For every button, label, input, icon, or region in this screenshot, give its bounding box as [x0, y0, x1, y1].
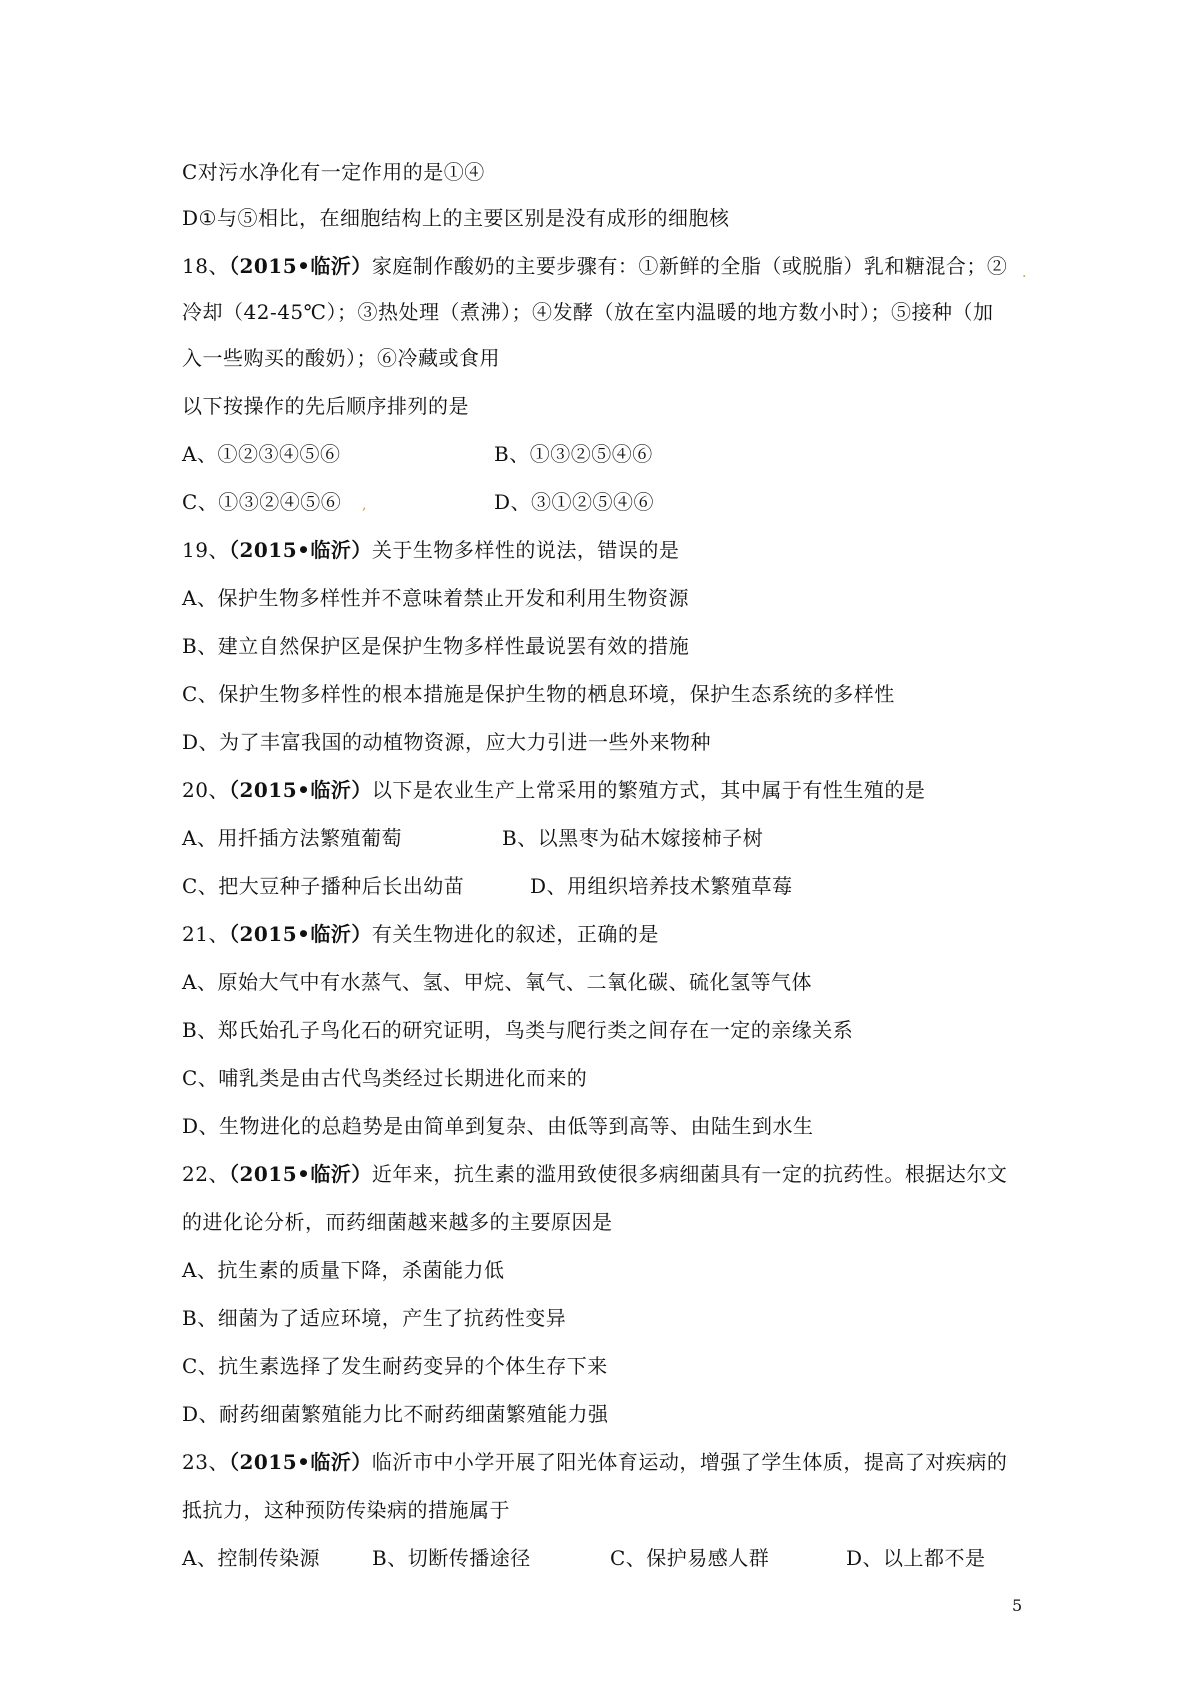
question-source: （2015•临沂）: [228, 538, 372, 562]
question-stem: 以下是农业生产上常采用的繁殖方式，其中属于有性生殖的是: [371, 778, 926, 802]
question-source: （2015•临沂）: [228, 1162, 372, 1186]
q22-option-d: D、耐药细菌繁殖能力比不耐药细菌繁殖能力强: [182, 1402, 609, 1426]
q22-stem-line-2: 的进化论分析，而药细菌越来越多的主要原因是: [182, 1210, 613, 1234]
q17-option-c: C对污水净化有一定作用的是①④: [182, 160, 485, 184]
q20-option-c: C、把大豆种子播种后长出幼苗: [182, 874, 465, 898]
stray-mark: ,: [362, 497, 367, 513]
q23-stem-line-2: 抵抗力，这种预防传染病的措施属于: [182, 1498, 510, 1522]
q18-stem-line-3: 入一些购买的酸奶）；⑥冷藏或食用: [182, 346, 500, 370]
question-source: （2015•临沂）: [228, 778, 372, 802]
q20-option-a: A、用扦插方法繁殖葡萄: [182, 826, 402, 850]
q23-option-d: D、以上都不是: [846, 1546, 986, 1570]
question-number: 18、: [182, 254, 229, 278]
question-number: 21、: [182, 922, 229, 946]
q21-option-d: D、生物进化的总趋势是由简单到复杂、由低等到高等、由陆生到水生: [182, 1114, 814, 1138]
q18-option-b: B、①③②⑤④⑥: [494, 442, 653, 466]
q17-option-d: D①与⑤相比，在细胞结构上的主要区别是没有成形的细胞核: [182, 206, 730, 230]
q19-option-c: C、保护生物多样性的根本措施是保护生物的栖息环境，保护生态系统的多样性: [182, 682, 895, 706]
q23-stem-line-1: [182, 1448, 1007, 1476]
q20-stem: [182, 776, 925, 804]
q18-stem-line-2: 冷却（42-45℃）；③热处理（煮沸）；④发酵（放在室内温暖的地方数小时）；⑤接种（加: [182, 300, 994, 324]
question-source: （2015•临沂）: [228, 254, 372, 278]
q22-option-a: A、抗生素的质量下降，杀菌能力低: [182, 1258, 505, 1282]
q21-stem: [182, 920, 659, 948]
q18-stem-line-1: [182, 252, 1007, 280]
question-stem: 关于生物多样性的说法，错误的是: [371, 538, 680, 562]
q22-stem-line-1: [182, 1160, 1007, 1188]
question-source: （2015•临沂）: [228, 1450, 372, 1474]
question-stem: 家庭制作酸奶的主要步骤有：①新鲜的全脂（或脱脂）乳和糖混合；②: [371, 254, 1008, 278]
q23-option-b: B、切断传播途径: [372, 1546, 531, 1570]
question-stem: 临沂市中小学开展了阳光体育运动，增强了学生体质，提高了对疾病的: [371, 1450, 1008, 1474]
q18-stem-line-4: 以下按操作的先后顺序排列的是: [182, 394, 469, 418]
q19-stem: [182, 536, 679, 564]
q21-option-a: A、原始大气中有水蒸气、氢、甲烷、氧气、二氧化碳、硫化氢等气体: [182, 970, 812, 994]
q20-option-b: B、以黑枣为砧木嫁接柿子树: [502, 826, 764, 850]
question-stem: 近年来，抗生素的滥用致使很多病细菌具有一定的抗药性。根据达尔文: [371, 1162, 1008, 1186]
q22-option-c: C、抗生素选择了发生耐药变异的个体生存下来: [182, 1354, 608, 1378]
q22-option-b: B、细菌为了适应环境，产生了抗药性变异: [182, 1306, 567, 1330]
question-number: 20、: [182, 778, 229, 802]
q18-option-a: A、①②③④⑤⑥: [182, 442, 341, 466]
page-number: 5: [1012, 1596, 1023, 1615]
question-number: 19、: [182, 538, 229, 562]
q18-option-d: D、③①②⑤④⑥: [494, 490, 655, 514]
q23-option-c: C、保护易感人群: [610, 1546, 770, 1570]
question-source: （2015•临沂）: [228, 922, 372, 946]
q19-option-a: A、保护生物多样性并不意味着禁止开发和利用生物资源: [182, 586, 689, 610]
q18-option-c: C、①③②④⑤⑥: [182, 490, 342, 514]
q19-option-d: D、为了丰富我国的动植物资源，应大力引进一些外来物种: [182, 730, 712, 754]
q23-option-a: A、控制传染源: [182, 1546, 320, 1570]
question-stem: 有关生物进化的叙述，正确的是: [371, 922, 659, 946]
question-number: 23、: [182, 1450, 229, 1474]
q20-option-d: D、用组织培养技术繁殖草莓: [530, 874, 793, 898]
stray-mark: .: [1022, 265, 1027, 281]
q19-option-b: B、建立自然保护区是保护生物多样性最说罢有效的措施: [182, 634, 690, 658]
q21-option-b: B、郑氏始孔子鸟化石的研究证明，鸟类与爬行类之间存在一定的亲缘关系: [182, 1018, 854, 1042]
question-number: 22、: [182, 1162, 229, 1186]
q21-option-c: C、哺乳类是由古代鸟类经过长期进化而来的: [182, 1066, 588, 1090]
